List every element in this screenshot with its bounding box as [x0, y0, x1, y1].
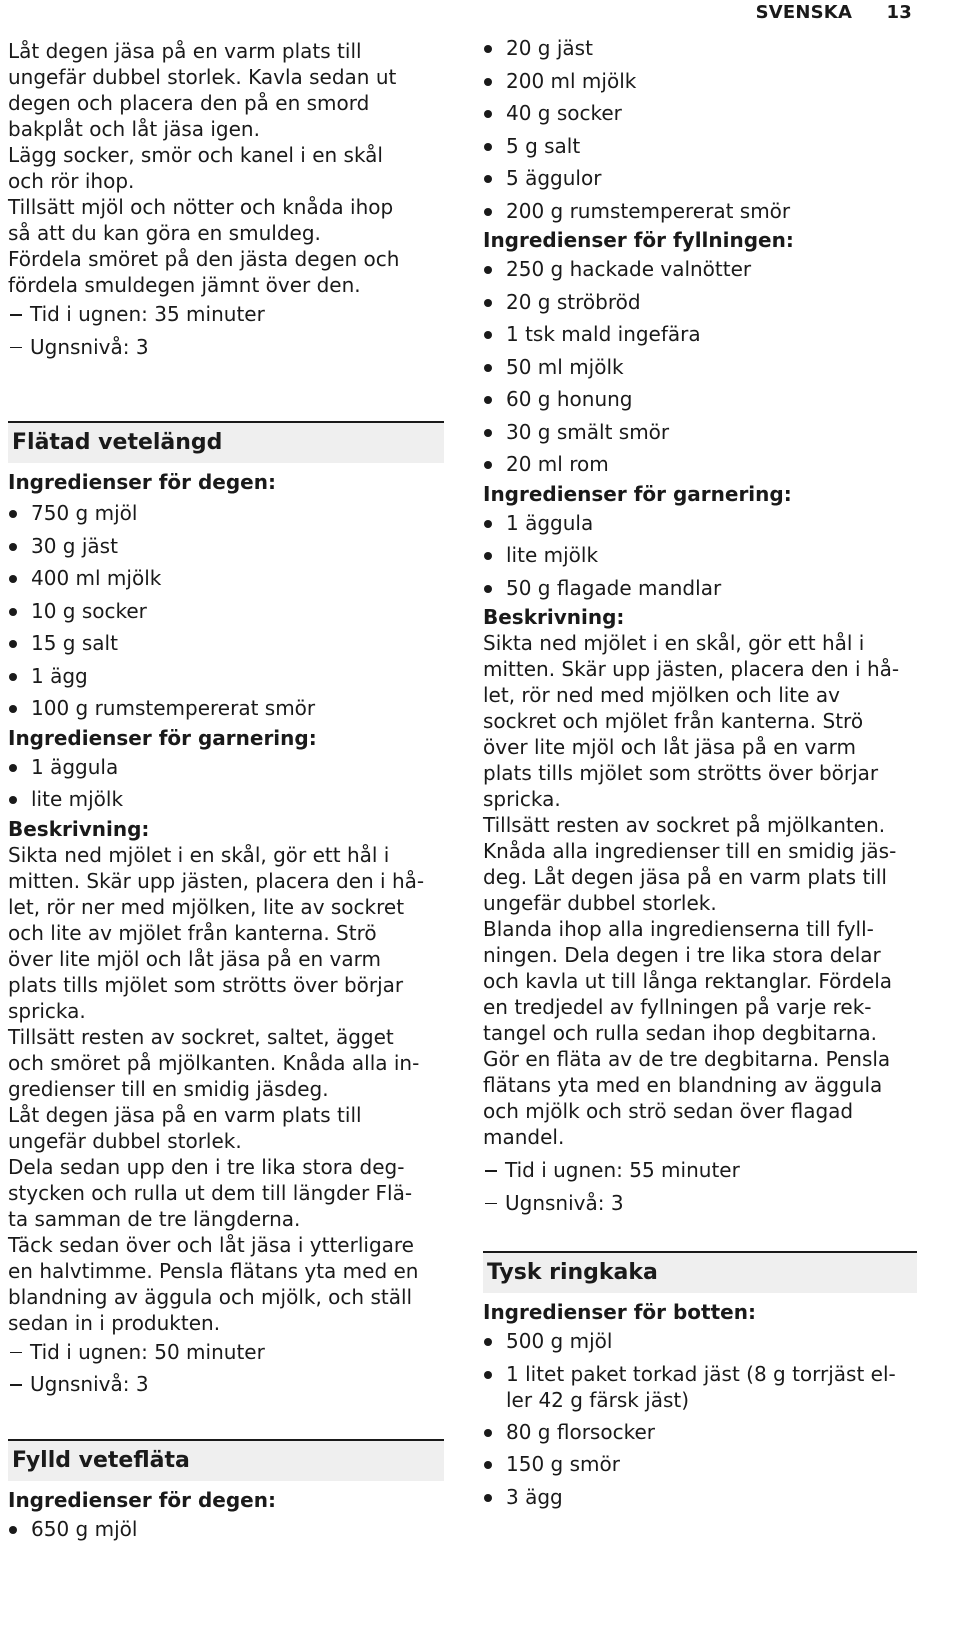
text-line: och mjölk och strö sedan över flagad	[483, 1099, 854, 1123]
oven-level: Ugnsnivå: 3	[8, 331, 444, 364]
text-line: Tillsätt mjöl och nötter och knåda ihop	[8, 195, 394, 219]
list-item: 650 g mjöl	[8, 1513, 444, 1546]
text-line: och lite av mjölet från kanterna. Strö	[8, 920, 377, 945]
list-item: 100 g rumstempererat smör	[8, 692, 444, 725]
text-line: en tredjedel av fyllningen på varje rek-	[483, 995, 872, 1019]
list-item: 10 g socker	[8, 595, 444, 628]
fylld-times-list	[483, 1154, 917, 1219]
list-item: 500 g mjöl	[483, 1325, 917, 1358]
list-item: 1 ägg	[8, 660, 444, 693]
text-line: let, rör ned med mjölken och lite av	[483, 683, 840, 707]
text-line: Lägg socker, smör och kanel i en skål	[8, 143, 383, 167]
left-column	[8, 38, 444, 1545]
text-line: sockret och mjölet från kanterna. Strö	[483, 709, 864, 733]
text-line: tangel och rulla sedan ihop degbitarna.	[483, 1021, 878, 1045]
text-line: deg. Låt degen jäsa på en varm plats till	[483, 865, 887, 889]
list-item: 1 äggula	[483, 507, 917, 540]
header-section-label: SVENSKA	[755, 2, 853, 23]
text-line: let, rör ner med mjölken, lite av sockret	[8, 894, 405, 919]
text-line: blandning av äggula och mjölk, och ställ	[8, 1284, 413, 1309]
list-item: 20 ml rom	[483, 448, 917, 481]
garnish-heading: Ingredienser för garnering:	[8, 725, 317, 750]
oven-time: Tid i ugnen: 55 minuter	[483, 1154, 917, 1187]
text-line: Låt degen jäsa på en varm plats till	[8, 39, 362, 63]
intro-times-list	[8, 298, 444, 363]
text-line: Fördela smöret på den jästa degen och	[8, 247, 400, 271]
text-line: Knåda alla ingredienser till en smidig jäs-	[483, 839, 897, 863]
text-line: ningen. Dela degen i tre lika stora delar	[483, 943, 881, 967]
wrap-line: ler 42 g färsk jäst)	[506, 1387, 690, 1412]
text-line: och smöret på mjölkanten. Knåda alla in-	[8, 1050, 420, 1075]
list-item: 80 g florsocker	[483, 1416, 917, 1449]
wrap-line: 1 litet paket torkad jäst (8 g torrjäst el-	[506, 1361, 896, 1386]
text-line: Gör en fläta av de tre degbitarna. Pensla	[483, 1047, 891, 1071]
section-title-fylld: Fylld vetefläta	[8, 1439, 444, 1481]
text-line: Sikta ned mjölet i en skål, gör ett hål i	[8, 842, 390, 867]
text-line: Låt degen jäsa på en varm plats till	[8, 1102, 362, 1127]
list-item: lite mjölk	[483, 539, 917, 572]
list-item: 20 g jäst	[483, 32, 917, 65]
text-line: över lite mjöl och låt jäsa på en varm	[8, 946, 381, 971]
text-line: gredienser till en smidig jäsdeg.	[8, 1076, 329, 1101]
garnish-heading: Ingredienser för garnering:	[483, 481, 792, 506]
text-line: en halvtimme. Pensla flätans yta med en	[8, 1258, 419, 1283]
list-item: 5 g salt	[483, 130, 917, 163]
description-text	[483, 630, 917, 1150]
list-item: lite mjölk	[8, 783, 444, 816]
oven-time: Tid i ugnen: 35 minuter	[8, 298, 444, 331]
list-item: 1 äggula	[8, 751, 444, 784]
oven-level: Ugnsnivå: 3	[8, 1368, 444, 1401]
text-line: Dela sedan upp den i tre lika stora deg-	[8, 1154, 405, 1179]
intro-paragraph	[8, 38, 444, 298]
dough-heading: Ingredienser för degen:	[8, 1487, 276, 1512]
text-line: sedan in i produkten.	[8, 1310, 221, 1335]
text-line: degen och placera den på en smord	[8, 91, 370, 115]
list-item: 5 äggulor	[483, 162, 917, 195]
list-item: 30 g smält smör	[483, 416, 917, 449]
text-line: spricka.	[8, 998, 86, 1023]
text-line: och kavla ut till långa rektanglar. Fördela	[483, 969, 893, 993]
list-item: 40 g socker	[483, 97, 917, 130]
text-line: och rör ihop.	[8, 169, 135, 193]
garnish-ingredients-list	[8, 751, 444, 816]
text-line: över lite mjöl och låt jäsa på en varm	[483, 735, 856, 759]
text-line: Sikta ned mjölet i en skål, gör ett hål i	[483, 631, 865, 655]
section-title-tysk: Tysk ringkaka	[483, 1251, 917, 1293]
text-line: ungefär dubbel storlek. Kavla sedan ut	[8, 65, 397, 89]
filling-ingredients-list	[483, 253, 917, 481]
text-line: ungefär dubbel storlek.	[8, 1128, 242, 1153]
text-line: spricka.	[483, 787, 561, 811]
description-heading: Beskrivning:	[483, 605, 625, 629]
text-line: Blanda ihop alla ingredienserna till fyll-	[483, 917, 874, 941]
text-line: bakplåt och låt jäsa igen.	[8, 117, 260, 141]
dough-ingredients-list	[8, 1513, 444, 1546]
fylld-dough-continued-list	[483, 32, 917, 227]
filling-heading: Ingredienser för fyllningen:	[483, 228, 794, 252]
right-column	[483, 38, 917, 1513]
list-item: 150 g smör	[483, 1448, 917, 1481]
list-item: 60 g honung	[483, 383, 917, 416]
list-item: 250 g hackade valnötter	[483, 253, 917, 286]
section-title-flatad: Flätad vetelängd	[8, 421, 444, 463]
flatad-times-list	[8, 1336, 444, 1401]
oven-time: Tid i ugnen: 50 minuter	[8, 1336, 444, 1369]
dough-ingredients-list	[8, 497, 444, 725]
list-item	[483, 1358, 917, 1416]
text-line: mandel.	[483, 1125, 565, 1149]
text-line: flätans yta med en blandning av äggula	[483, 1073, 883, 1097]
list-item: 15 g salt	[8, 627, 444, 660]
text-line: mitten. Skär upp jästen, placera den i hå-	[483, 657, 900, 681]
description-heading: Beskrivning:	[8, 816, 150, 841]
list-item: 200 ml mjölk	[483, 65, 917, 98]
text-line: stycken och rulla ut dem till längder Flä-	[8, 1180, 413, 1205]
list-item: 20 g ströbröd	[483, 286, 917, 319]
dough-heading: Ingredienser för degen:	[8, 470, 276, 494]
text-line: så att du kan göra en smuldeg.	[8, 221, 321, 245]
base-ingredients-list	[483, 1325, 917, 1513]
base-heading: Ingredienser för botten:	[483, 1300, 756, 1324]
list-item: 30 g jäst	[8, 530, 444, 563]
list-item: 400 ml mjölk	[8, 562, 444, 595]
page-number: 13	[886, 2, 912, 23]
list-item: 750 g mjöl	[8, 497, 444, 530]
list-item: 50 ml mjölk	[483, 351, 917, 384]
list-item: 50 g flagade mandlar	[483, 572, 917, 605]
text-line: Tillsätt resten av sockret på mjölkanten.	[483, 813, 886, 837]
text-line: mitten. Skär upp jästen, placera den i hå-	[8, 868, 425, 893]
text-line: Täck sedan över och låt jäsa i ytterligare	[8, 1232, 414, 1257]
list-item: 1 tsk mald ingefära	[483, 318, 917, 351]
text-line: Tillsätt resten av sockret, saltet, ägget	[8, 1024, 394, 1049]
list-item: 200 g rumstempererat smör	[483, 195, 917, 228]
text-line: ungefär dubbel storlek.	[483, 891, 717, 915]
description-text	[8, 842, 444, 1336]
text-line: plats tills mjölet som strötts över börjar	[8, 972, 404, 997]
text-line: fördela smuldegen jämnt över den.	[8, 273, 361, 297]
page-header	[756, 2, 912, 23]
text-line: ta samman de tre längderna.	[8, 1206, 301, 1231]
garnish-ingredients-list	[483, 507, 917, 605]
list-item: 3 ägg	[483, 1481, 917, 1514]
text-line: plats tills mjölet som strötts över börjar	[483, 761, 879, 785]
oven-level: Ugnsnivå: 3	[483, 1187, 917, 1220]
